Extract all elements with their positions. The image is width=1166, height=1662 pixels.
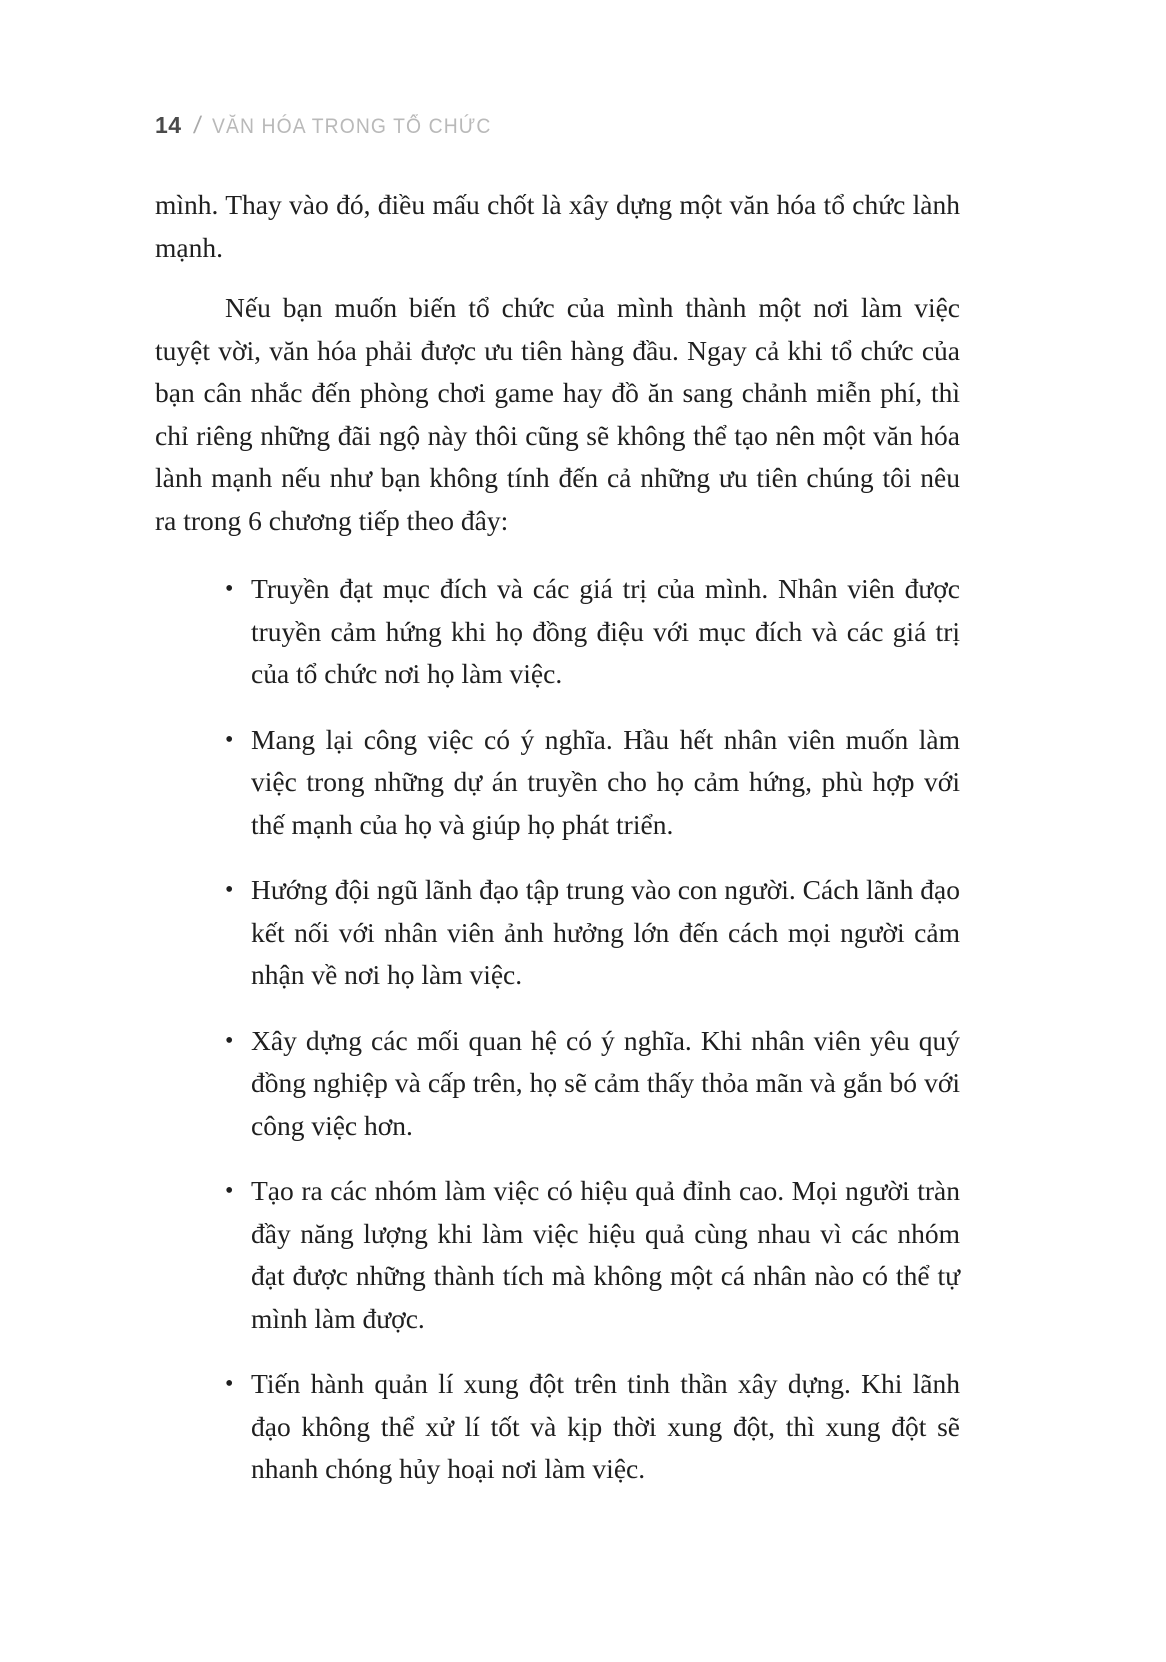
bullet-text: Tạo ra các nhóm làm việc có hiệu quả đỉnh cao. Mọi người tràn đầy năng lượng khi làm việc hiệu quả cùng nhau vì các nhóm đạt được những thành tích mà không một cá nhân nào có thể tự mình làm được. xyxy=(251,1175,960,1334)
bullet-icon: • xyxy=(225,1178,234,1204)
list-item xyxy=(223,719,960,847)
paragraph-intro: Nếu bạn muốn biến tổ chức của mình thành một nơi làm việc tuyệt vời, văn hóa phải được ưu tiên hàng đầu. Ngay cả khi tổ chức của bạn cân nhắc đến phòng chơi game hay đồ ăn sang chảnh miễn phí, thì chỉ riêng những đãi ngộ này thôi cũng sẽ không thể tạo nên một văn hóa lành mạnh nếu như bạn không tính đến cả những ưu tiên chúng tôi nêu ra trong 6 chương tiếp theo đây: xyxy=(155,292,960,536)
bullet-icon: • xyxy=(225,1027,234,1054)
paragraph-continuation: mình. Thay vào đó, điều mấu chốt là xây dựng một văn hóa tổ chức lành mạnh. xyxy=(155,189,960,263)
bullet-icon: • xyxy=(225,1371,234,1397)
list-item xyxy=(223,1020,960,1148)
page-body xyxy=(155,184,960,1491)
bullet-text: Truyền đạt mục đích và các giá trị của mình. Nhân viên được truyền cảm hứng khi họ đồng điệu với mục đích và các giá trị của tổ chức nơi họ làm việc. xyxy=(251,573,960,689)
list-item xyxy=(223,1170,960,1340)
bullet-text: Mang lại công việc có ý nghĩa. Hầu hết nhân viên muốn làm việc trong những dự án truyền cho họ cảm hứng, phù hợp với thế mạnh của họ và giúp họ phát triển. xyxy=(251,723,960,840)
bullet-list xyxy=(223,568,960,1491)
running-title: VĂN HÓA TRONG TỔ CHỨC xyxy=(212,115,492,138)
list-item xyxy=(223,869,960,997)
bullet-text: Tiến hành quản lí xung đột trên tinh thần xây dựng. Khi lãnh đạo không thể xử lí tốt và kịp thời xung đột, thì xung đột sẽ nhanh chóng hủy hoại nơi làm việc. xyxy=(251,1368,960,1484)
list-item xyxy=(223,1363,960,1491)
bullet-icon: • xyxy=(225,726,234,753)
page-header xyxy=(155,112,960,140)
bullet-text: Xây dựng các mối quan hệ có ý nghĩa. Khi nhân viên yêu quý đồng nghiệp và cấp trên, họ sẽ cảm thấy thỏa mãn và gắn bó với công việc hơn. xyxy=(251,1024,960,1141)
header-separator-icon: / xyxy=(191,112,203,139)
page-number: 14 xyxy=(155,112,182,138)
bullet-icon: • xyxy=(225,877,234,903)
list-item xyxy=(223,568,960,696)
bullet-text: Hướng đội ngũ lãnh đạo tập trung vào con người. Cách lãnh đạo kết nối với nhân viên ảnh hưởng lớn đến cách mọi người cảm nhận về nơi họ làm việc. xyxy=(251,874,960,990)
bullet-icon: • xyxy=(225,576,234,602)
